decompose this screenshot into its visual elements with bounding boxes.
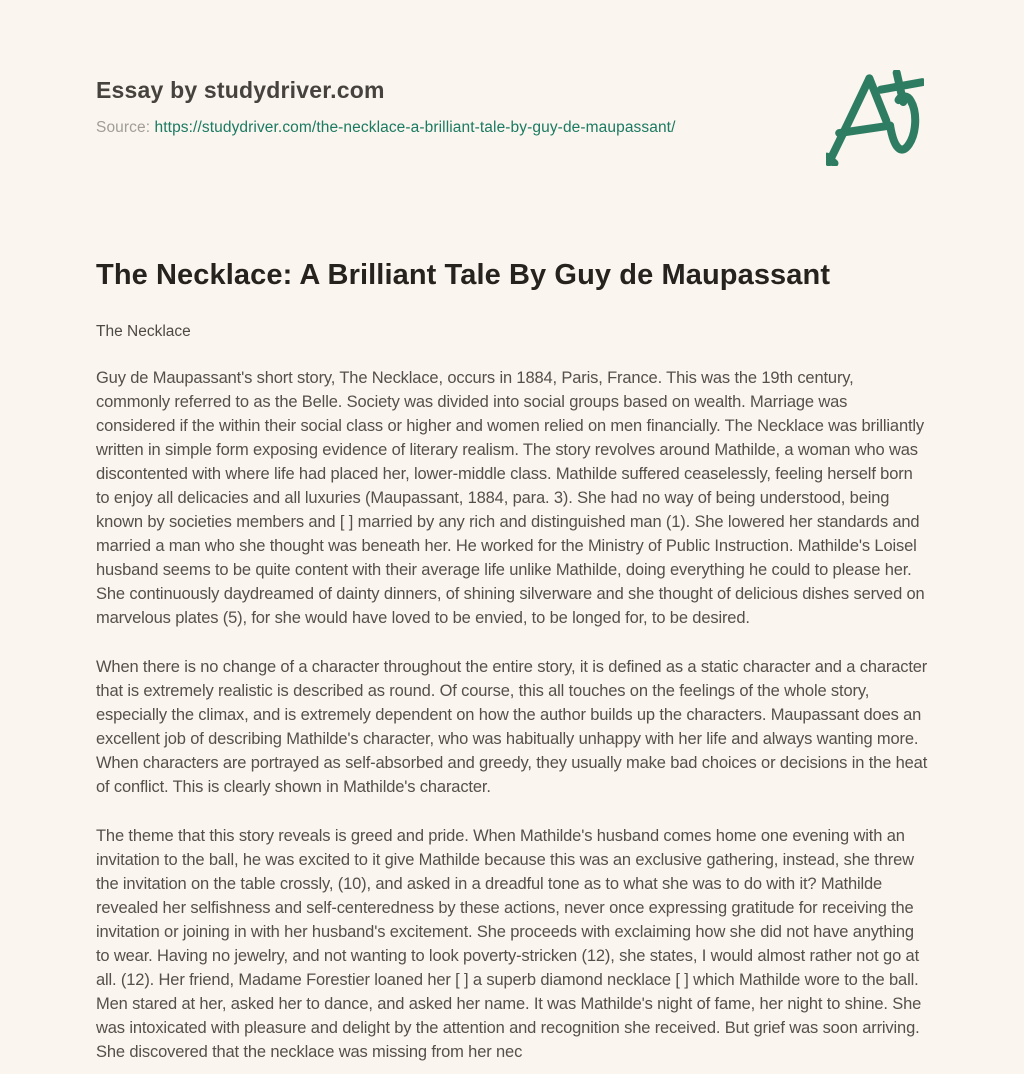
essay-body <box>96 366 928 1064</box>
essay-article <box>96 258 928 1064</box>
source-row <box>96 119 928 137</box>
essay-title: The Necklace: A Brilliant Tale By Guy de Maupassant <box>96 259 831 291</box>
essay-subtitle: The Necklace <box>96 323 191 340</box>
header-title: Essay by studydriver.com <box>96 77 385 103</box>
a-plus-logo-icon <box>826 70 924 166</box>
source-link[interactable]: https://studydriver.com/the-necklace-a-brilliant-tale-by-guy-de-maupassant/ <box>154 119 676 136</box>
document-header <box>96 0 928 137</box>
essay-paragraph-3: The theme that this story reveals is greed and pride. When Mathilde's husband comes home one evening with an invitation to the ball, he was excited to it give Mathilde because this was an exclusive gathering, instead, she threw the invitation on the table crossly, (10), and asked in a dreadful tone as to what she was to do with it? Mathilde revealed her selfishness and self-centeredness by these actions, never once expressing gratitude for receiving the invitation or joining in with her husband's excitement. She proceeds with exclaiming how she did not have anything to wear. Having no jewelry, and not wanting to look poverty-stricken (12), she states, I would almost rather not go at all. (12). Her friend, Madame Forestier loaned her [ ] a superb diamond necklace [ ] which Mathilde wore to the ball. Men stared at her, asked her to dance, and asked her name. It was Mathilde's night of fame, her night to shine. She was intoxicated with pleasure and delight by the attention and recognition she received. But grief was soon arriving. She discovered that the necklace was missing from her nec <box>96 827 922 1061</box>
essay-paragraph-2: When there is no change of a character throughout the entire story, it is defined as a static character and a character that is extremely realistic is described as round. Of course, this all touches on the feelings of the whole story, especially the climax, and is extremely dependent on how the author builds up the characters. Maupassant does an excellent job of describing Mathilde's character, who was habitually unhappy with her life and always wanting more. When characters are portrayed as self-absorbed and greedy, they usually make bad choices or decisions in the heat of conflict. This is clearly shown in Mathilde's character. <box>96 658 928 796</box>
studydriver-logo <box>826 70 924 166</box>
source-label: Source: <box>96 119 151 136</box>
essay-paragraph-1: Guy de Maupassant's short story, The Necklace, occurs in 1884, Paris, France. This was the 19th century, commonly referred to as the Belle. Society was divided into social groups based on wealth. Marriage was considered if the within their social class or higher and women relied on men financially. The Necklace was brilliantly written in simple form exposing evidence of literary realism. The story revolves around Mathilde, a woman who was discontented with where life had placed her, lower-middle class. Mathilde suffered ceaselessly, feeling herself born to enjoy all delicacies and all luxuries (Maupassant, 1884, para. 3). She had no way of being understood, being known by societies members and [ ] married by any rich and distinguished man (1). She lowered her standards and married a man who she thought was beneath her. He worked for the Ministry of Public Instruction. Mathilde's Loisel husband seems to be quite content with their average life unlike Mathilde, doing everything he could to please her. She continuously daydreamed of dainty dinners, of shining silverware and she thought of delicious dishes served on marvelous plates (5), for she would have loved to be envied, to be longed for, to be desired. <box>96 369 925 627</box>
